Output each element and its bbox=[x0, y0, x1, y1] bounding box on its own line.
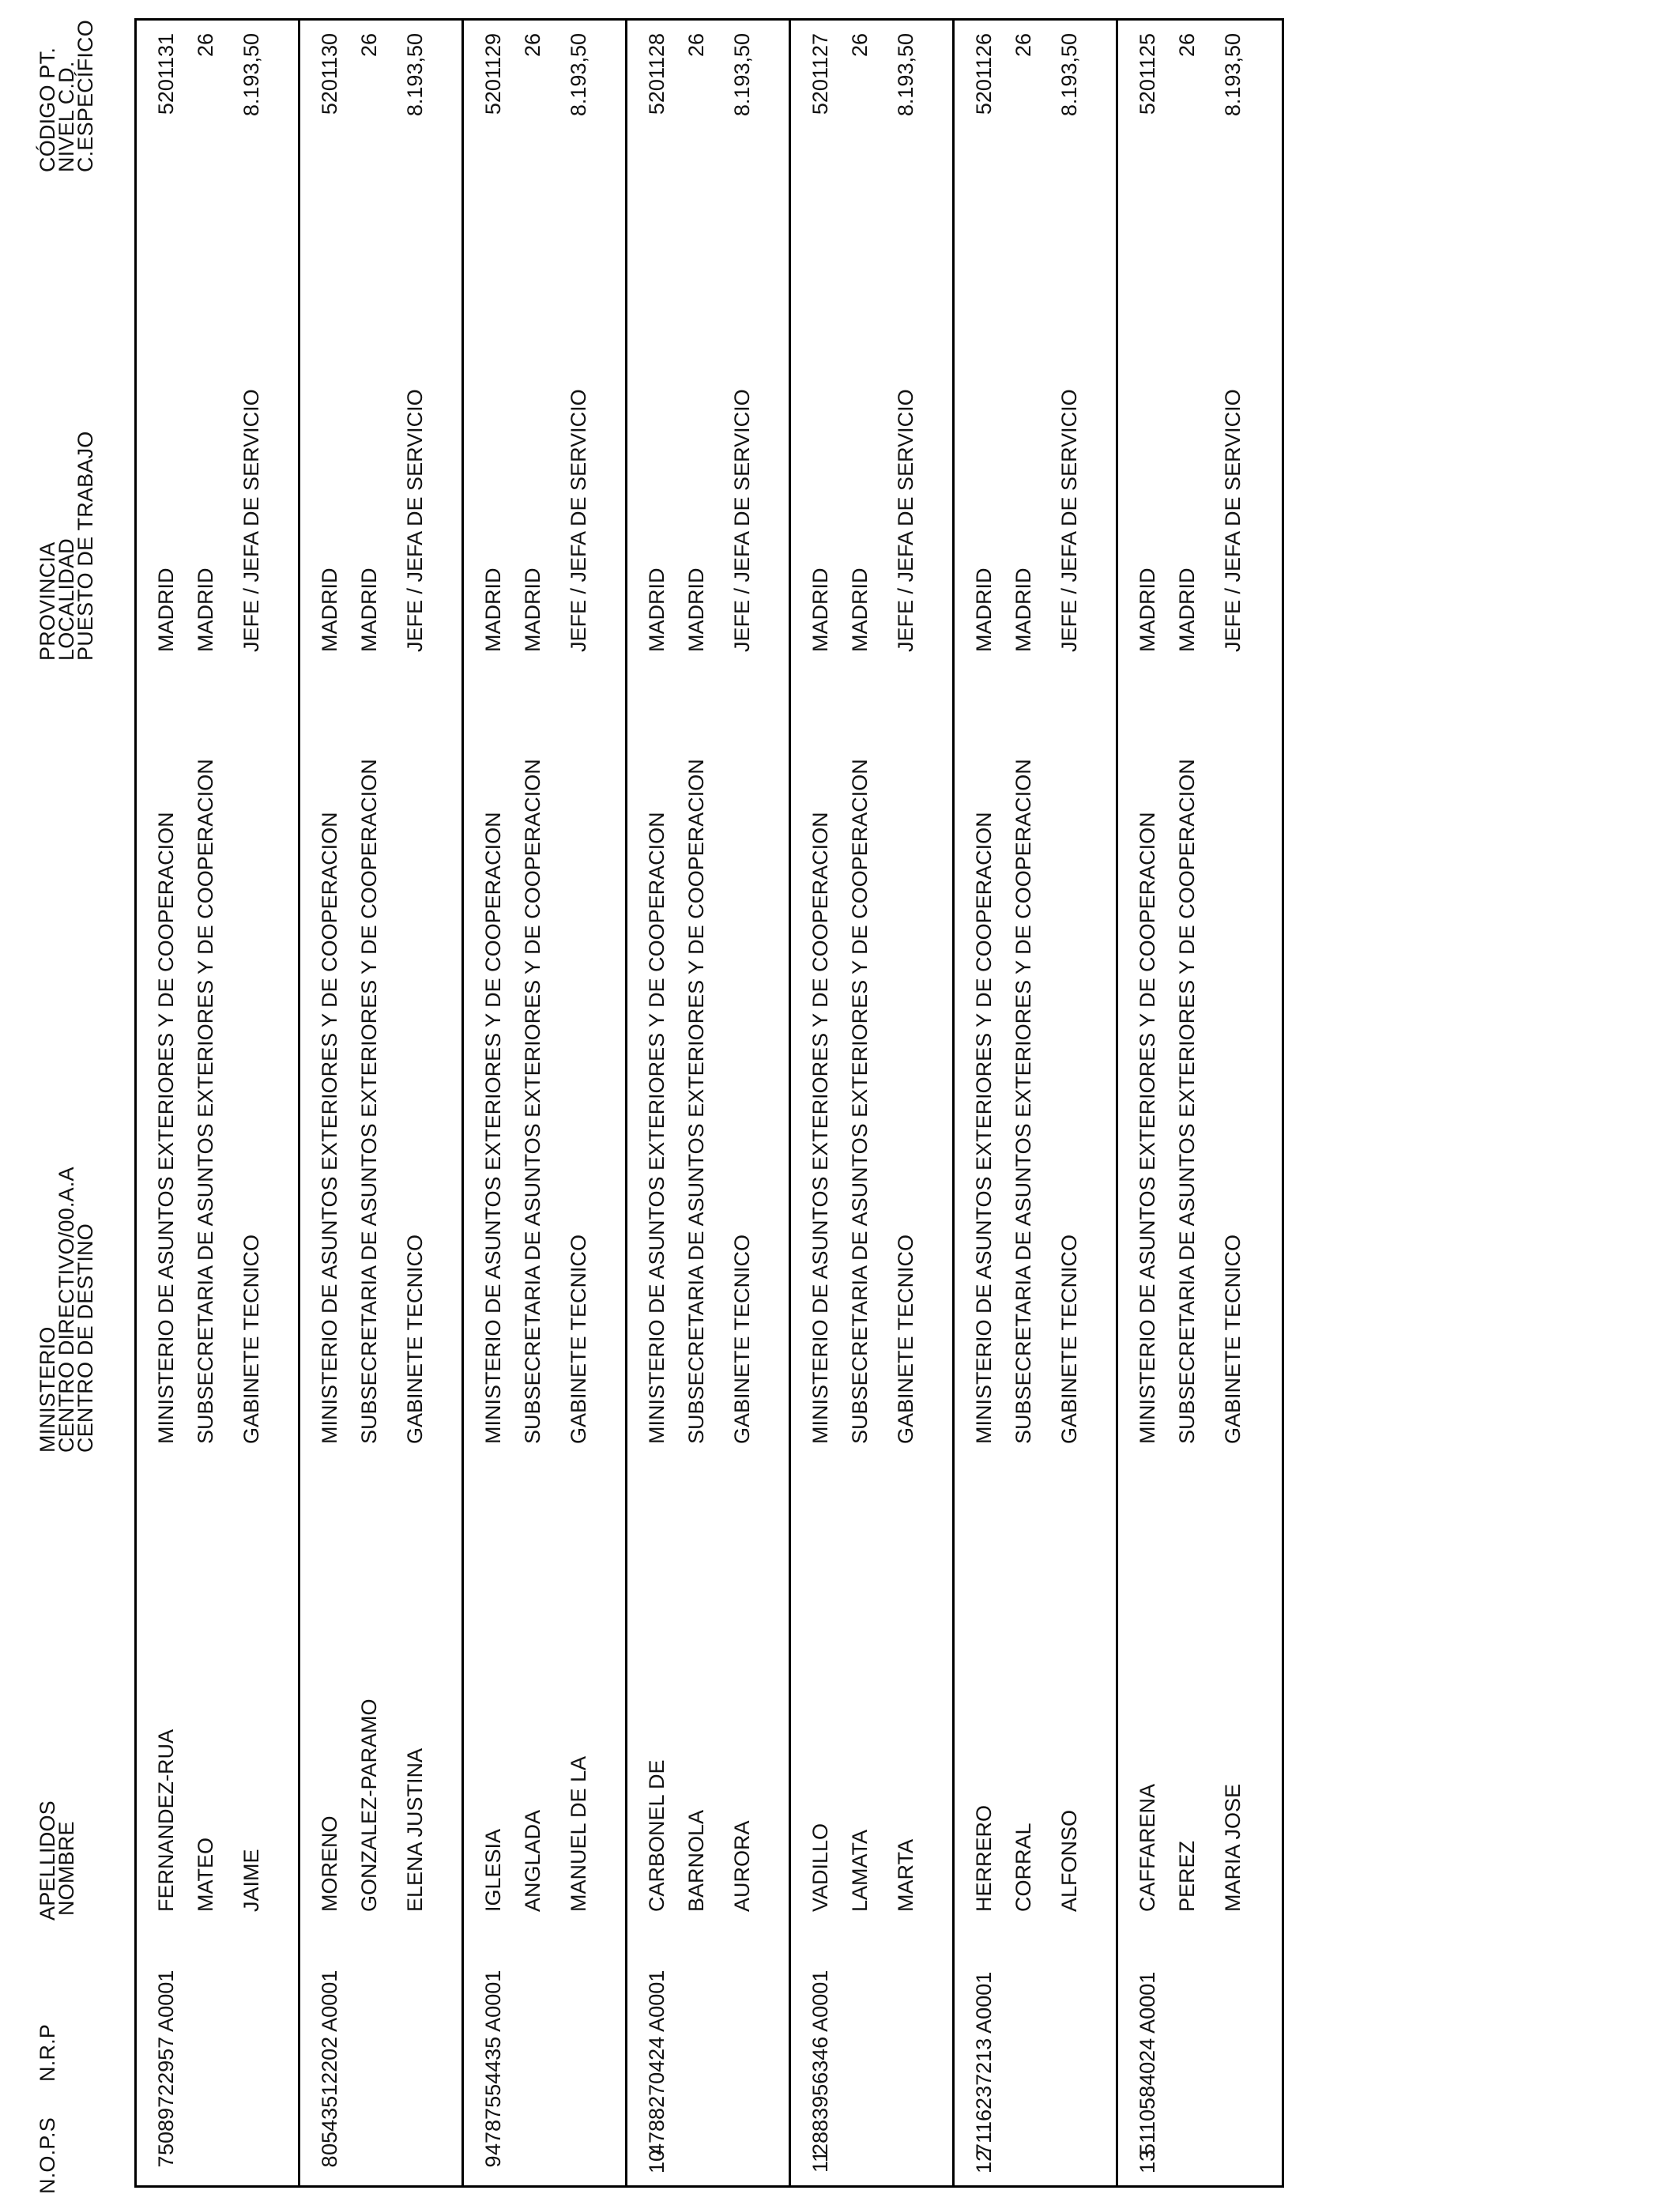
record-provincia: MADRID bbox=[318, 567, 341, 652]
header-apellidos-nombre bbox=[38, 1800, 76, 1921]
record-nombre: MARTA bbox=[894, 1838, 917, 1912]
records-table bbox=[134, 18, 1284, 2188]
record-apellido2: MATEO bbox=[194, 1838, 217, 1912]
record-centro-destino: GABINETE TECNICO bbox=[567, 1234, 590, 1444]
record-centro-destino: GABINETE TECNICO bbox=[730, 1234, 754, 1444]
record-codigo: 5201125 bbox=[1136, 33, 1159, 115]
record-apellido2: CORRAL bbox=[1011, 1823, 1035, 1912]
record-localidad: MADRID bbox=[1175, 567, 1199, 652]
record-provincia: MADRID bbox=[154, 567, 178, 652]
record-nivel: 26 bbox=[357, 33, 381, 58]
record-especifico: 8.193,50 bbox=[239, 33, 263, 117]
record-puesto: JEFE / JEFA DE SERVICIO bbox=[730, 389, 754, 652]
table-header bbox=[0, 0, 134, 2194]
record-especifico: 8.193,50 bbox=[894, 33, 917, 117]
record-codigo: 5201129 bbox=[481, 33, 505, 115]
record-localidad: MADRID bbox=[194, 567, 217, 652]
record-localidad: MADRID bbox=[521, 567, 544, 652]
record-nombre: AURORA bbox=[730, 1820, 754, 1912]
record-puesto: JEFE / JEFA DE SERVICIO bbox=[1221, 389, 1245, 652]
record-puesto: JEFE / JEFA DE SERVICIO bbox=[1057, 389, 1081, 652]
record-puesto: JEFE / JEFA DE SERVICIO bbox=[567, 389, 590, 652]
record-provincia: MADRID bbox=[1136, 567, 1159, 652]
record-ministerio: MINISTERIO DE ASUNTOS EXTERIORES Y DE COOPERACION bbox=[318, 812, 341, 1444]
record-puesto: JEFE / JEFA DE SERVICIO bbox=[239, 389, 263, 652]
record-nrp: 5110584024 A0001 bbox=[1136, 1971, 1159, 2155]
header-apellidos-label: APELLIDOS bbox=[36, 1800, 59, 1921]
record-nops: 12 bbox=[972, 2149, 996, 2174]
record-localidad: MADRID bbox=[357, 567, 381, 652]
table-row bbox=[464, 21, 627, 2185]
record-provincia: MADRID bbox=[645, 567, 669, 652]
record-localidad: MADRID bbox=[1011, 567, 1035, 652]
record-centro-directivo: SUBSECRETARIA DE ASUNTOS EXTERIORES Y DE COOPERACION bbox=[521, 759, 544, 1444]
header-centro-destino-label: CENTRO DE DESTINO bbox=[73, 1223, 97, 1453]
header-nrp-label: N.R.P bbox=[36, 2023, 59, 2082]
record-centro-destino: GABINETE TECNICO bbox=[894, 1234, 917, 1444]
record-nrp: 0543512202 A0001 bbox=[318, 1970, 341, 2155]
record-nombre: JAIME bbox=[239, 1849, 263, 1912]
record-apellido1: CARBONEL DE bbox=[645, 1759, 669, 1912]
header-provincia-label: PROVINCIA bbox=[36, 541, 59, 661]
record-centro-directivo: SUBSECRETARIA DE ASUNTOS EXTERIORES Y DE COOPERACION bbox=[1175, 759, 1199, 1444]
record-nombre: MARIA JOSE bbox=[1221, 1783, 1245, 1912]
header-ministerio bbox=[38, 1167, 95, 1453]
record-puesto: JEFE / JEFA DE SERVICIO bbox=[894, 389, 917, 652]
record-centro-destino: GABINETE TECNICO bbox=[403, 1234, 427, 1444]
record-ministerio: MINISTERIO DE ASUNTOS EXTERIORES Y DE COOPERACION bbox=[154, 812, 178, 1444]
record-apellido1: HERRERO bbox=[972, 1804, 996, 1912]
record-especifico: 8.193,50 bbox=[567, 33, 590, 117]
record-apellido2: PEREZ bbox=[1175, 1840, 1199, 1912]
record-centro-directivo: SUBSECRETARIA DE ASUNTOS EXTERIORES Y DE COOPERACION bbox=[357, 759, 381, 1444]
record-centro-directivo: SUBSECRETARIA DE ASUNTOS EXTERIORES Y DE COOPERACION bbox=[848, 759, 872, 1444]
record-nrp: 7116237213 A0001 bbox=[972, 1971, 996, 2155]
record-nrp: 5089722957 A0001 bbox=[154, 1970, 178, 2155]
record-nivel: 26 bbox=[684, 33, 708, 58]
record-nivel: 26 bbox=[848, 33, 872, 58]
header-codigo-label: CÓDIGO PT. bbox=[36, 47, 59, 172]
record-ministerio: MINISTERIO DE ASUNTOS EXTERIORES Y DE COOPERACION bbox=[1136, 812, 1159, 1444]
record-especifico: 8.193,50 bbox=[403, 33, 427, 117]
table-row bbox=[627, 21, 791, 2185]
header-nivel-label: NIVEL C.D. bbox=[55, 61, 78, 172]
record-nops: 13 bbox=[1136, 2149, 1159, 2174]
header-nops-label: N.O.P.S bbox=[36, 2117, 59, 2194]
table-row bbox=[1118, 21, 1282, 2185]
record-nivel: 26 bbox=[1011, 33, 1035, 58]
header-puesto-label: PUESTO DE TRABAJO bbox=[73, 431, 97, 661]
record-apellido1: IGLESIA bbox=[481, 1828, 505, 1912]
header-nops bbox=[38, 2117, 57, 2194]
record-nombre: ALFONSO bbox=[1057, 1809, 1081, 1912]
record-apellido2: BARNOLA bbox=[684, 1809, 708, 1912]
record-provincia: MADRID bbox=[972, 567, 996, 652]
record-localidad: MADRID bbox=[684, 567, 708, 652]
record-centro-directivo: SUBSECRETARIA DE ASUNTOS EXTERIORES Y DE COOPERACION bbox=[194, 759, 217, 1444]
header-nombre-label: NOMBRE bbox=[55, 1821, 78, 1916]
record-ministerio: MINISTERIO DE ASUNTOS EXTERIORES Y DE COOPERACION bbox=[808, 812, 832, 1444]
record-puesto: JEFE / JEFA DE SERVICIO bbox=[403, 389, 427, 652]
record-nops: 10 bbox=[645, 2149, 669, 2174]
header-codigo bbox=[38, 20, 95, 172]
record-nops: 7 bbox=[154, 2155, 178, 2168]
table-row bbox=[137, 21, 300, 2185]
header-centro-directivo-label: CENTRO DIRECTIVO/00.A.A bbox=[55, 1167, 78, 1453]
record-centro-destino: GABINETE TECNICO bbox=[239, 1234, 263, 1444]
record-nops: 11 bbox=[808, 2150, 832, 2173]
record-apellido2: GONZALEZ-PARAMO bbox=[357, 1698, 381, 1912]
record-apellido1: VADILLO bbox=[808, 1823, 832, 1912]
record-ministerio: MINISTERIO DE ASUNTOS EXTERIORES Y DE COOPERACION bbox=[972, 812, 996, 1444]
record-apellido2: ANGLADA bbox=[521, 1809, 544, 1912]
record-nivel: 26 bbox=[521, 33, 544, 58]
record-nombre: MANUEL DE LA bbox=[567, 1755, 590, 1912]
record-provincia: MADRID bbox=[808, 567, 832, 652]
record-centro-directivo: SUBSECRETARIA DE ASUNTOS EXTERIORES Y DE COOPERACION bbox=[1011, 759, 1035, 1444]
record-nrp: 4787554435 A0001 bbox=[481, 1970, 505, 2155]
record-nrp: 4788270424 A0001 bbox=[645, 1970, 669, 2155]
record-ministerio: MINISTERIO DE ASUNTOS EXTERIORES Y DE COOPERACION bbox=[481, 812, 505, 1444]
record-nivel: 26 bbox=[194, 33, 217, 58]
record-apellido2: LAMATA bbox=[848, 1829, 872, 1912]
header-especifico-label: C.ESPECÍFICO bbox=[73, 20, 97, 172]
record-nops: 9 bbox=[481, 2155, 505, 2168]
record-codigo: 5201130 bbox=[318, 33, 341, 115]
record-nivel: 26 bbox=[1175, 33, 1199, 58]
record-localidad: MADRID bbox=[848, 567, 872, 652]
record-centro-destino: GABINETE TECNICO bbox=[1057, 1234, 1081, 1444]
header-provincia bbox=[38, 432, 95, 661]
record-ministerio: MINISTERIO DE ASUNTOS EXTERIORES Y DE COOPERACION bbox=[645, 812, 669, 1444]
table-row bbox=[300, 21, 464, 2185]
header-nrp bbox=[38, 2024, 57, 2082]
table-row bbox=[955, 21, 1118, 2185]
record-codigo: 5201131 bbox=[154, 33, 178, 115]
record-apellido1: MORENO bbox=[318, 1815, 341, 1912]
record-nrp: 2883956346 A0001 bbox=[808, 1970, 832, 2155]
header-localidad-label: LOCALIDAD bbox=[55, 538, 78, 661]
record-provincia: MADRID bbox=[481, 567, 505, 652]
record-centro-destino: GABINETE TECNICO bbox=[1221, 1234, 1245, 1444]
record-codigo: 5201128 bbox=[645, 33, 669, 115]
record-especifico: 8.193,50 bbox=[1057, 33, 1081, 117]
record-apellido1: FERNANDEZ-RUA bbox=[154, 1728, 178, 1912]
record-centro-directivo: SUBSECRETARIA DE ASUNTOS EXTERIORES Y DE COOPERACION bbox=[684, 759, 708, 1444]
record-codigo: 5201127 bbox=[808, 33, 832, 115]
table-row bbox=[791, 21, 955, 2185]
record-especifico: 8.193,50 bbox=[1221, 33, 1245, 117]
record-nops: 8 bbox=[318, 2155, 341, 2168]
record-especifico: 8.193,50 bbox=[730, 33, 754, 117]
header-ministerio-label: MINISTERIO bbox=[36, 1326, 59, 1453]
record-codigo: 5201126 bbox=[972, 33, 996, 115]
record-nombre: ELENA JUSTINA bbox=[403, 1747, 427, 1912]
record-apellido1: CAFFARENA bbox=[1136, 1783, 1159, 1912]
